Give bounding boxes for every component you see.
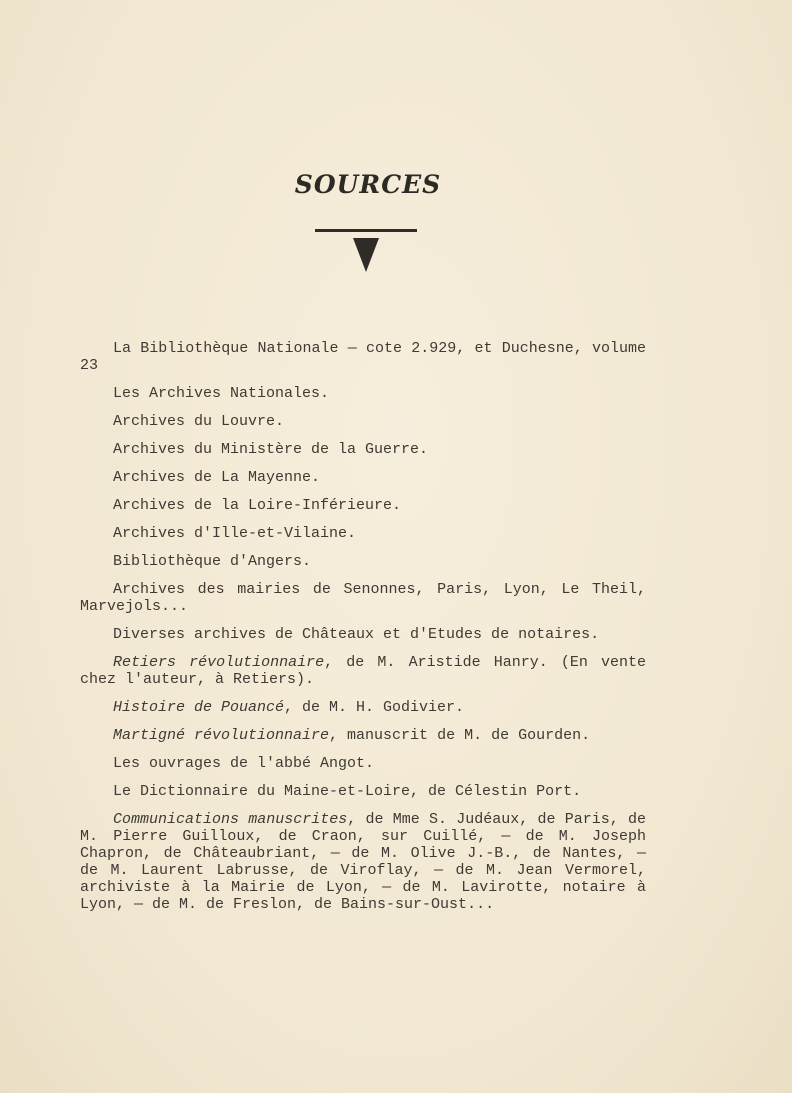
page-title: SOURCES xyxy=(294,170,442,199)
source-entry: Communications manuscrites, de Mme S. Judéaux, de Paris, de M. Pierre Guilloux, de Craon, sur Cuillé, — de M. Joseph Chapron, de Châteaubriant, — de M. Olive J.-B., de Nantes, — de M. Laurent Labrusse, de Viroflay, — de M. Jean Vermorel, archiviste à la Mairie de Lyon, — de M. Lavirotte, notaire à Lyon, — de M. de Freslon, de Bains-sur-Oust... xyxy=(80,811,646,913)
source-title: Histoire de Pouancé xyxy=(113,699,285,716)
source-entry: Les Archives Nationales. xyxy=(113,385,330,402)
source-entry: Archives du Ministère de la Guerre. xyxy=(113,441,429,458)
source-title: Retiers révolutionnaire xyxy=(113,654,325,671)
source-entry: Archives des mairies de Senonnes, Paris, Lyon, Le Theil, Marvejols... xyxy=(80,581,646,615)
source-entry: Archives de La Mayenne. xyxy=(113,469,321,486)
source-entry: Retiers révolutionnaire, de M. Aristide Hanry. (En vente chez l'auteur, à Retiers). xyxy=(80,654,646,688)
source-title: Communications manuscrites xyxy=(113,811,348,828)
source-entry: Diverses archives de Châteaux et d'Etudes de notaires. xyxy=(113,626,600,643)
triangle-ornament xyxy=(351,236,381,274)
source-entry: Bibliothèque d'Angers. xyxy=(113,553,312,570)
source-entry: Archives d'Ille-et-Vilaine. xyxy=(113,525,357,542)
source-entry: Martigné révolutionnaire, manuscrit de M. de Gourden. xyxy=(113,727,591,744)
source-entry: Le Dictionnaire du Maine-et-Loire, de Célestin Port. xyxy=(113,783,582,800)
source-entry: Histoire de Pouancé, de M. H. Godivier. xyxy=(113,699,465,716)
source-title: Martigné révolutionnaire xyxy=(113,727,330,744)
title-rule xyxy=(315,229,417,232)
source-entry: Archives de la Loire-Inférieure. xyxy=(113,497,402,514)
source-entry: Les ouvrages de l'abbé Angot. xyxy=(113,755,375,772)
source-entry: Archives du Louvre. xyxy=(113,413,285,430)
sources-list xyxy=(80,340,646,913)
source-entry: La Bibliothèque Nationale — cote 2.929, et Duchesne, volume 23 xyxy=(80,340,646,374)
